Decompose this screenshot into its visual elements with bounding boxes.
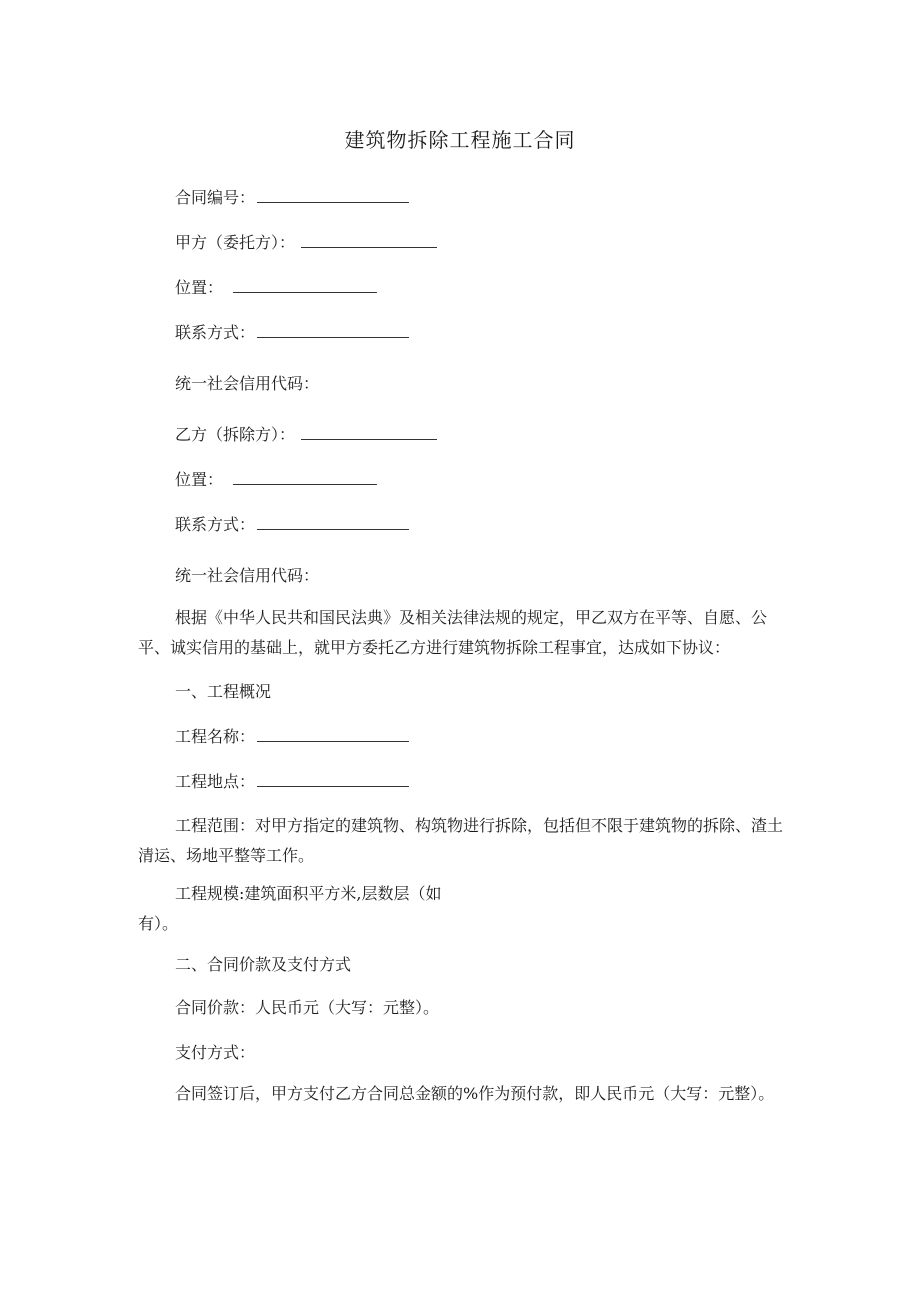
project-name-blank[interactable] bbox=[257, 727, 409, 742]
party-a-contact-blank[interactable] bbox=[257, 323, 409, 338]
project-name-label: 工程名称： bbox=[175, 727, 256, 746]
party-b-label: 乙方（拆除方）： bbox=[175, 425, 296, 444]
contract-number-blank[interactable] bbox=[257, 188, 409, 203]
party-a-location-label: 位置： bbox=[175, 278, 224, 297]
party-a-row bbox=[175, 233, 437, 253]
party-a-label: 甲方（委托方）： bbox=[175, 233, 296, 252]
contract-number-row bbox=[175, 188, 409, 208]
project-name-row bbox=[175, 727, 409, 747]
payment-method-label: 支付方式： bbox=[175, 1043, 256, 1062]
section-1-heading: 一、工程概况 bbox=[175, 682, 272, 701]
party-b-contact-blank[interactable] bbox=[257, 515, 409, 530]
party-b-blank[interactable] bbox=[301, 425, 437, 440]
party-a-contact-label: 联系方式： bbox=[175, 323, 256, 342]
party-b-contact-row bbox=[175, 515, 409, 535]
party-a-location-blank[interactable] bbox=[233, 278, 377, 293]
project-site-blank[interactable] bbox=[257, 772, 409, 787]
project-site-row bbox=[175, 772, 409, 792]
party-a-location-row bbox=[175, 278, 377, 298]
party-a-contact-row bbox=[175, 323, 409, 343]
document-title: 建筑物拆除工程施工合同 bbox=[344, 128, 576, 152]
section-2-heading: 二、合同价款及支付方式 bbox=[175, 955, 352, 974]
project-scale-paragraph: 工程规模:建筑面积平方米,层数层（如有）。 bbox=[138, 884, 442, 933]
project-scope-paragraph: 工程范围：对甲方指定的建筑物、构筑物进行拆除，包括但不限于建筑物的拆除、渣土清运、场地平整等工作。 bbox=[138, 816, 784, 865]
party-b-credit-code: 统一社会信用代码： bbox=[175, 566, 320, 585]
party-a-blank[interactable] bbox=[301, 233, 437, 248]
party-b-location-blank[interactable] bbox=[233, 470, 377, 485]
contract-number-label: 合同编号： bbox=[175, 188, 256, 207]
preamble-paragraph: 根据《中华人民共和国民法典》及相关法律法规的规定，甲乙双方在平等、自愿、公平、诚实信用的基础上，就甲方委托乙方进行建筑物拆除工程事宜，达成如下协议： bbox=[138, 608, 768, 657]
project-site-label: 工程地点： bbox=[175, 772, 256, 791]
contract-price: 合同价款：人民币元（大写：元整）。 bbox=[175, 998, 440, 1017]
party-b-row bbox=[175, 425, 437, 445]
payment-clause-paragraph: 合同签订后，甲方支付乙方合同总金额的%作为预付款，即人民币元（大写：元整）。 bbox=[175, 1084, 775, 1103]
party-b-location-label: 位置： bbox=[175, 470, 224, 489]
party-b-location-row bbox=[175, 470, 377, 490]
party-b-contact-label: 联系方式： bbox=[175, 515, 256, 534]
party-a-credit-code: 统一社会信用代码： bbox=[175, 374, 320, 393]
